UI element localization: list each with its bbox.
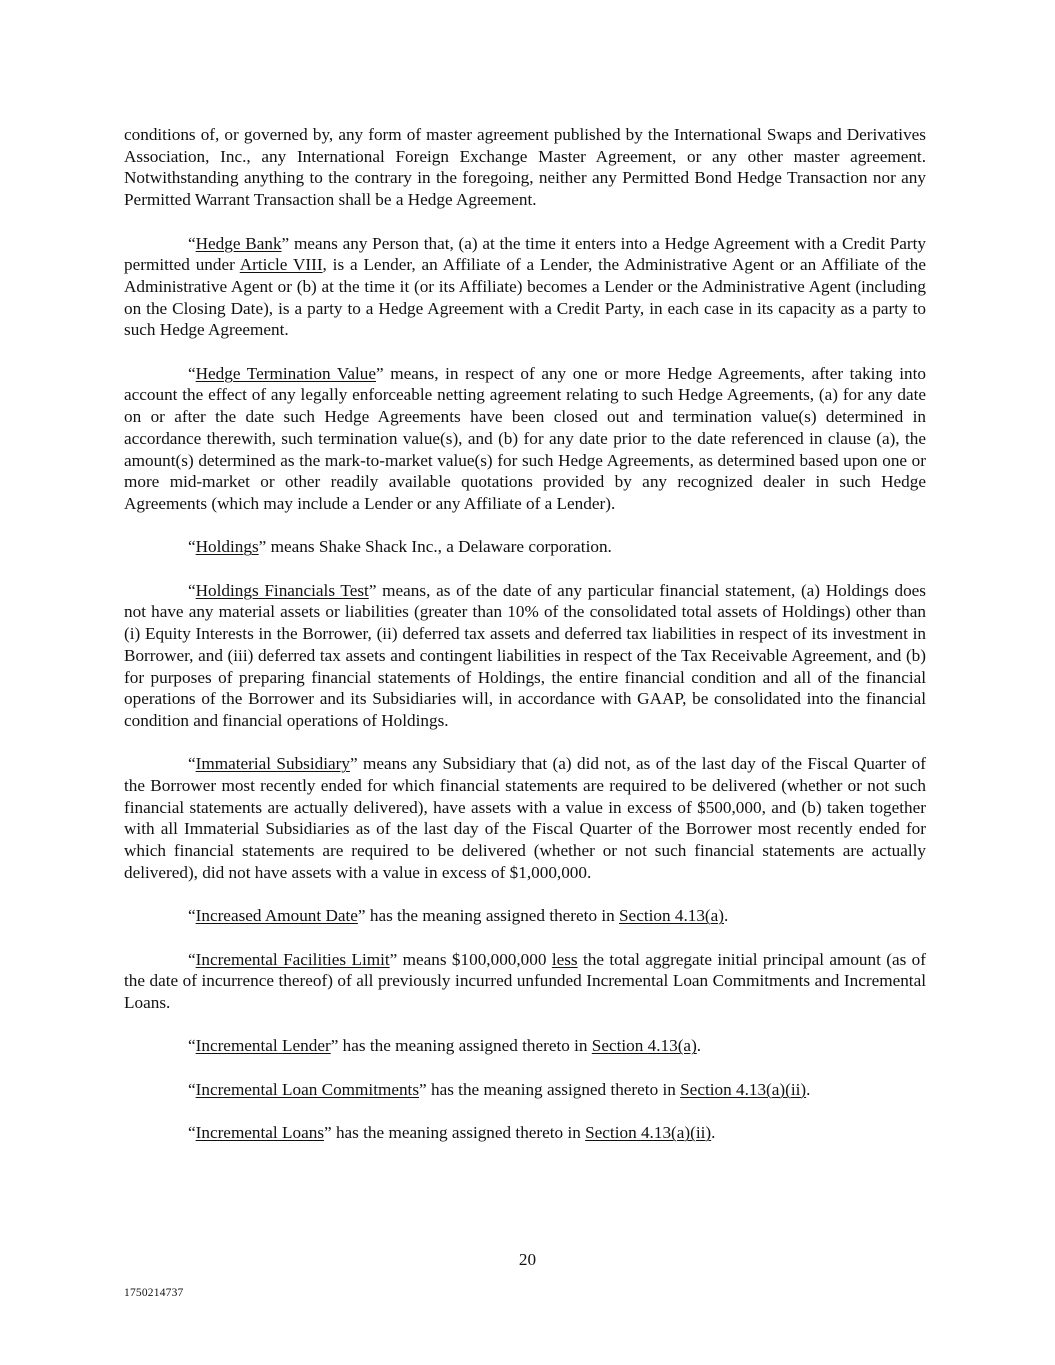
cross-reference: Article VIII: [239, 255, 323, 275]
defined-term: Increased Amount Date: [195, 906, 358, 926]
definition-hedge-bank: [124, 233, 926, 342]
definition-holdings: [124, 536, 926, 558]
defined-term: Immaterial Subsidiary: [195, 754, 350, 774]
definition-text: has the meaning assigned thereto in: [426, 1079, 681, 1099]
definition-text: .: [806, 1079, 811, 1099]
definition-text: , is a Lender, an Affiliate of a Lender, the Administrative Agent or an Affiliate of the Administrative Agent or (b) at the time it (or its Affiliate) becomes a Lender or the Administrative Agent (including on the Closing Date), is a party to a Hedge Agreement with a Credit Party, in each case in its capacity as a party to such Hedge Agreement.: [124, 255, 926, 340]
definition-text: means $100,000,000: [397, 949, 552, 969]
definition-text: means, in respect of any one or more Hedge Agreements, after taking into account the effect of any legally enforceable netting agreement relating to such Hedge Agreements, (a) for any date on or after the date such Hedge Agreements have been closed out and termination value(s) determined in accordance therewith, such termination value(s), and (b) for any date prior to the date referenced in clause (a), the amount(s) determined as the mark-to-market value(s) for such Hedge Agreements, as determined based upon one or more mid-market or other readily available quotations provided by any recognized dealer in such Hedge Agreements (which may include a Lender or any Affiliate of a Lender).: [124, 363, 927, 513]
definition-text: has the meaning assigned thereto in: [331, 1123, 586, 1143]
cross-reference: Section 4.13(a): [619, 906, 725, 926]
open-quote: “: [188, 1079, 196, 1099]
definition-incremental-facilities-limit: [124, 949, 926, 1014]
definition-incremental-loan-commitments: [124, 1079, 926, 1101]
definition-text: the total aggregate initial principal amount (as of the date of incurrence thereof) of all previously incurred unfunded Incremental Loan Commitments and Incremental Loans.: [124, 949, 926, 1013]
definition-text: means Shake Shack Inc., a Delaware corporation.: [266, 537, 612, 557]
defined-term: Incremental Lender: [195, 1036, 331, 1056]
open-quote: “: [188, 580, 196, 600]
open-quote: “: [188, 363, 196, 383]
close-quote: ”: [389, 949, 398, 969]
defined-term: Holdings Financials Test: [195, 580, 369, 600]
open-quote: “: [188, 1123, 196, 1143]
close-quote: ”: [330, 1036, 339, 1056]
definition-increased-amount-date: [124, 905, 926, 927]
page-number: 20: [518, 1250, 537, 1269]
definition-text: has the meaning assigned thereto in: [365, 906, 619, 926]
document-id: 1750214737: [124, 1287, 184, 1299]
close-quote: ”: [324, 1123, 332, 1143]
cross-reference: Section 4.13(a)(ii): [680, 1079, 807, 1099]
definition-immaterial-subsidiary: [124, 753, 926, 883]
open-quote: “: [188, 233, 196, 253]
open-quote: “: [188, 906, 196, 926]
definition-incremental-lender: [124, 1035, 926, 1057]
close-quote: ”: [376, 363, 384, 383]
definition-text: .: [696, 1036, 702, 1056]
defined-term: Incremental Loans: [195, 1123, 325, 1143]
close-quote: ”: [419, 1079, 427, 1099]
defined-term: Hedge Termination Value: [195, 363, 377, 383]
definition-hedge-termination-value: [124, 363, 926, 515]
defined-term: Incremental Loan Commitments: [195, 1079, 420, 1099]
cross-reference: Section 4.13(a): [591, 1036, 697, 1056]
definition-text: means any Subsidiary that (a) did not, as of the last day of the Fiscal Quarter of the Borrower most recently ended for which financial statements are required to be delivered (whether or not such financial statements are actually delivered), have assets with a value in excess of $500,000, and (b) taken together with all Immaterial Subsidiaries as of the last day of the Fiscal Quarter of the Borrower most recently ended for which financial statements are required to be delivered (whether or not such financial statements are actually delivered), did not have assets with a value in excess of $1,000,000.: [124, 754, 926, 882]
open-quote: “: [188, 949, 196, 969]
defined-term: Incremental Facilities Limit: [195, 949, 390, 969]
open-quote: “: [188, 754, 196, 774]
close-quote: ”: [357, 906, 366, 926]
open-quote: “: [188, 537, 196, 557]
defined-term: Hedge Bank: [195, 233, 282, 253]
close-quote: ”: [258, 537, 267, 557]
document-body: [124, 124, 926, 1166]
continuation-paragraph: [124, 124, 926, 211]
definition-text: means any Person that, (a) at the time it enters into a Hedge Agreement with a Credit Party permitted under: [124, 233, 927, 275]
close-quote: ”: [368, 580, 377, 600]
cross-reference: Section 4.13(a)(ii): [585, 1123, 712, 1143]
close-quote: ”: [349, 754, 358, 774]
open-quote: “: [188, 1036, 196, 1056]
continuation-text: conditions of, or governed by, any form of master agreement published by the International Swaps and Derivatives Association, Inc., any International Foreign Exchange Master Agreement, or any other master agreement. Notwithstanding anything to the contrary in the foregoing, neither any Permitted Bond Hedge Transaction nor any Permitted Warrant Transaction shall be a Hedge Agreement.: [124, 125, 926, 210]
definition-text: .: [724, 906, 729, 926]
emphasis-term: less: [551, 949, 578, 969]
definition-text: means, as of the date of any particular financial statement, (a) Holdings does not have any material assets or liabilities (greater than 10% of the consolidated total assets of Holdings) other than (i) Equity Interests in the Borrower, (ii) deferred tax assets and deferred tax liabilities in respect of its investment in Borrower, and (iii) deferred tax assets and contingent liabilities in respect of the Tax Receivable Agreement, and (b) for purposes of preparing financial statements of Holdings, the entire financial condition and all of the financial operations of the Borrower and its Subsidiaries will, in accordance with GAAP, be consolidated into the financial condition and financial operations of Holdings.: [124, 580, 926, 730]
definition-text: .: [711, 1123, 716, 1143]
close-quote: ”: [281, 233, 290, 253]
definition-holdings-financials-test: [124, 580, 926, 732]
definition-text: has the meaning assigned thereto in: [338, 1036, 592, 1056]
defined-term: Holdings: [195, 537, 259, 557]
definition-incremental-loans: [124, 1122, 926, 1144]
